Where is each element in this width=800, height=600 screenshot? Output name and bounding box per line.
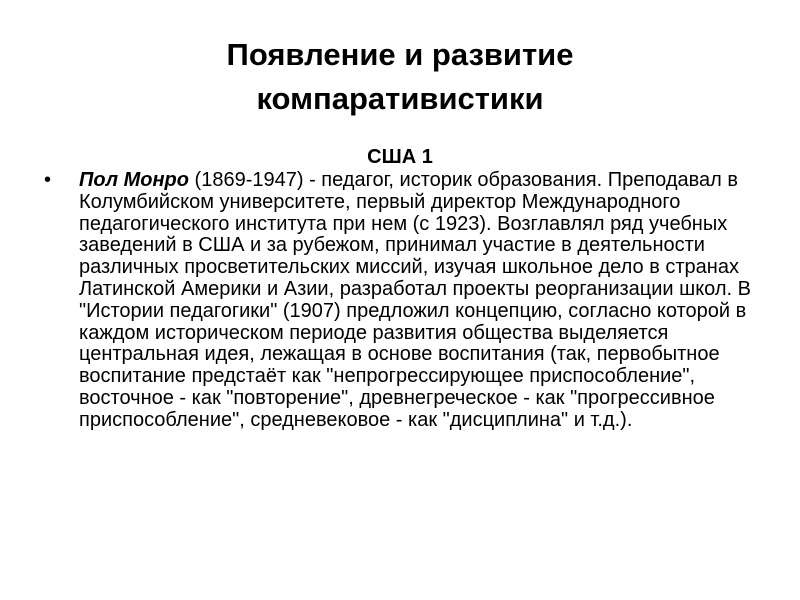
bullet-list bbox=[44, 170, 764, 432]
slide-subtitle: США 1 bbox=[367, 146, 433, 168]
slide-title-line-1: Появление и развитие bbox=[226, 37, 574, 72]
person-name: Пол Монро bbox=[79, 169, 189, 191]
bullet-icon: • bbox=[44, 169, 52, 191]
bullet-item bbox=[44, 170, 764, 432]
slide-title-line-2: компаративистики bbox=[256, 81, 544, 116]
bullet-text: (1869-1947) - педагог, историк образования. Преподавал в Колумбийском университете, первый директор Международного педагогического института при нем (с 1923). Возглавлял ряд учебных заведений в США и за рубежом, принимал участие в деятельности различных просветительских миссий, изучая школьное дело в странах Латинской Америки и Азии, разработал проекты реорганизации школ. В "Истории педагогики" (1907) предложил концепцию, согласно которой в каждом историческом периоде развития общества выделяется центральная идея, лежащая в основе воспитания (так, первобытное воспитание предстаёт как "непрогрессирующее приспособление", восточное - как "повторение", древнегреческое - как "прогрессивное приспособление", средневековое - как "дисциплина" и т.д.). bbox=[79, 169, 751, 431]
slide-title bbox=[50, 33, 750, 121]
